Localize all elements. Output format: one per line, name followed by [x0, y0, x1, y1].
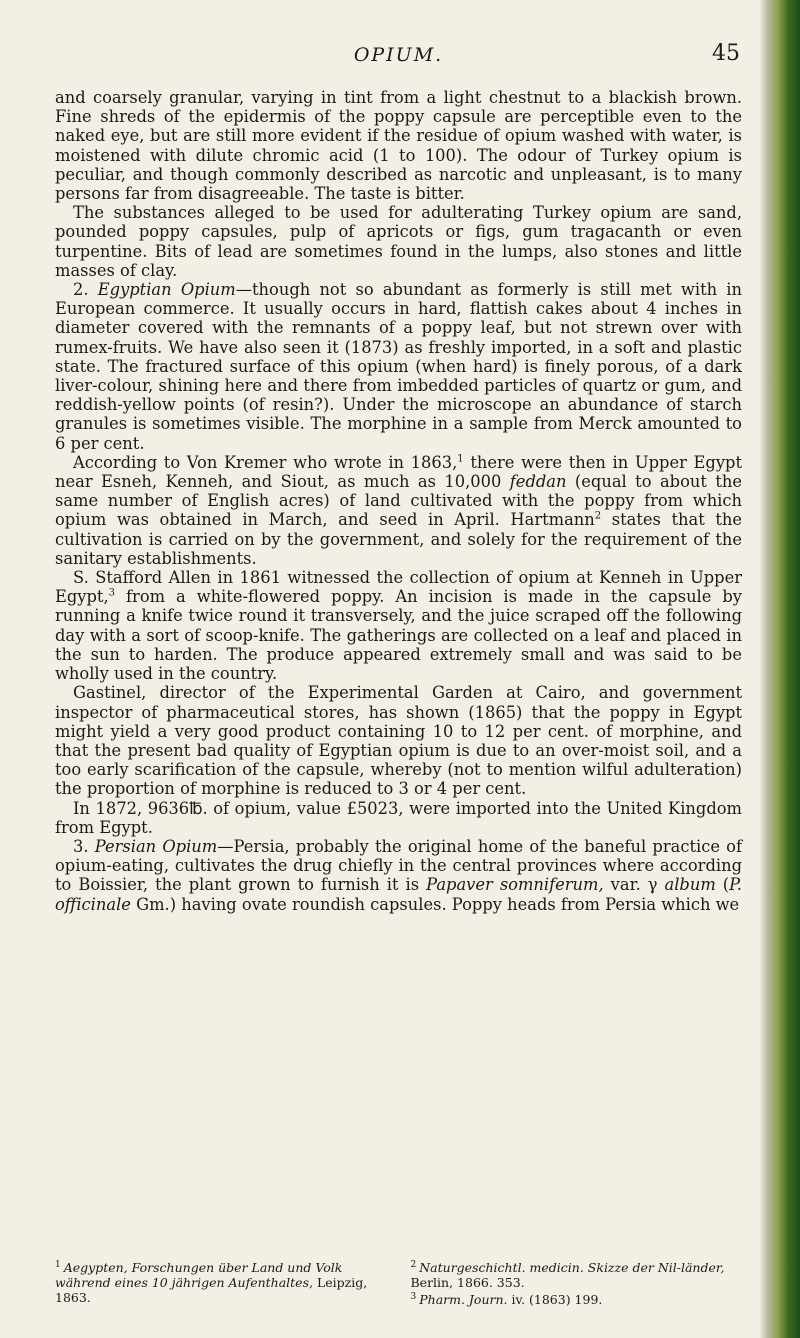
italic-text: Egyptian Opium [97, 280, 236, 300]
running-title: OPIUM. [353, 44, 444, 66]
text-run: Leipzig, 1863. [55, 1275, 368, 1306]
text-run: Gastinel, director of the Experimental Garden at Cairo, and government inspector of pharmaceutical stores, has shown (1865) that the poppy in Egypt might yield a very good product containing 10 to 12 per cent. of morphine, and that the present bad quality of Egyptian opium is due to an over-moist soil, and a too early scarification of the capsule, whereby (not to mention wilful adulteration) the proportion of morphine is reduced to 3 or 4 per cent. [55, 683, 742, 799]
text-run: According to Von Kremer who wrote in 1863, [73, 452, 458, 472]
text-run: (equal to about the same number of English acres) of land cultivated with the poppy from which opium was obtained in March, and seed in April. Hartmann [55, 472, 742, 530]
paragraph [55, 88, 742, 203]
footnote-column-right [411, 1258, 743, 1307]
text-run: Berlin, 1866. 353. [410, 1275, 525, 1291]
text-run: states that the cultivation is carried on by the government, and solely for the requirement of the sanitary establishments. [55, 510, 743, 568]
paragraph [55, 683, 742, 798]
text-run: Gm.) having ovate roundish capsules. Poppy heads from Persia which we [130, 894, 740, 914]
text-run: The substances alleged to be used for adulterating Turkey opium are sand, pounded poppy capsules, pulp of apricots or figs, gum tragacanth or even turpentine. Bits of lead are sometimes found in the lumps, also stones and little masses of clay. [55, 203, 742, 280]
text-run: there were then in Upper Egypt near Esneh, Kenneh, and Siout, as much as 10,000 [55, 452, 742, 492]
text-run: 3. [73, 836, 95, 856]
paragraph [55, 799, 742, 837]
text-run: iv. (1863) 199. [507, 1292, 603, 1308]
footnote-mark: 1 [55, 1260, 61, 1270]
footnote [411, 1290, 743, 1307]
italic-text: Aegypten, Forschungen über Land und Volk während eines 10 jährigen Aufenthaltes, [55, 1260, 343, 1291]
text-run: from a white-flowered poppy. An incision is made in the capsule by running a knife twice round it transversely, and the juice scraped off the following day with a sort of scoop-knife. The gatherings are collected on a leaf and placed in the sun to harden. The produce appeared extremely small and was said to be wholly used in the country. [55, 587, 742, 684]
binding-edge [760, 0, 800, 1338]
italic-text: P. officinale [55, 875, 742, 914]
text-run: —though not so abundant as formerly is still met with in European commerce. It usually occurs in hard, flattish cakes about 4 inches in diameter covered with the remnants of a poppy leaf, but not strewn over with rumex-fruits. We have also seen it (1873) as freshly imported, in a soft and plastic state. The fractured surface of this opium (when hard) is finely porous, of a dark liver-colour, shining here and there from imbedded particles of quartz or gum, and reddish-yellow points (of resin?). Under the microscope an abundance of starch granules is sometimes visible. The morphine in a sample from Merck amounted to 6 per cent. [55, 280, 742, 453]
footnote-ref: 2 [594, 511, 602, 523]
text-run: ( [715, 875, 730, 895]
footnote [55, 1258, 387, 1305]
paragraph [55, 203, 742, 280]
text-run: —Persia, probably the original home of the baneful practice of opium-eating, cultivates the drug chiefly in the central provinces where according to Boissier, the plant grown to furnish it is [55, 836, 742, 895]
italic-text: album [664, 875, 716, 895]
text-run: and coarsely granular, varying in tint from a light chestnut to a blackish brown. Fine shreds of the epidermis of the poppy capsule are perceptible even to the naked eye, but are still more evident if the residue of opium washed with water, is moistened with dilute chromic acid (1 to 100). The odour of Turkey opium is peculiar, and though commonly described as narcotic and unpleasant, is to many persons far from disagreeable. The taste is bitter. [55, 88, 742, 204]
paragraph [55, 837, 742, 914]
italic-text: Persian Opium [94, 836, 218, 856]
text-run: 2. [73, 280, 98, 300]
footnote-ref: 3 [108, 587, 116, 599]
footnote-mark: 2 [410, 1260, 417, 1270]
page-number: 45 [712, 41, 740, 66]
footnotes [55, 1258, 742, 1307]
footnote-ref: 1 [457, 453, 464, 465]
italic-text: Papaver somniferum, [426, 875, 604, 895]
italic-text: Pharm. Journ. [419, 1292, 508, 1308]
text-run: S. Stafford Allen in 1861 witnessed the collection of opium at Kenneh in Upper Egypt, [55, 568, 742, 607]
page-header [55, 40, 742, 70]
paragraph [55, 280, 742, 453]
paragraph [55, 568, 742, 683]
footnote-mark: 3 [410, 1292, 417, 1303]
text-run: var. γ [603, 875, 665, 895]
paragraph [55, 453, 742, 568]
footnote [411, 1258, 743, 1290]
body-text [55, 88, 742, 914]
italic-text: Naturgeschichtl. medicin. Skizze der Nil-länder, [419, 1260, 725, 1276]
text-run: In 1872, 9636℔. of opium, value £5023, were imported into the United Kingdom from Egypt. [55, 798, 742, 837]
footnote-column-left [55, 1258, 387, 1307]
italic-text: feddan [509, 472, 567, 492]
